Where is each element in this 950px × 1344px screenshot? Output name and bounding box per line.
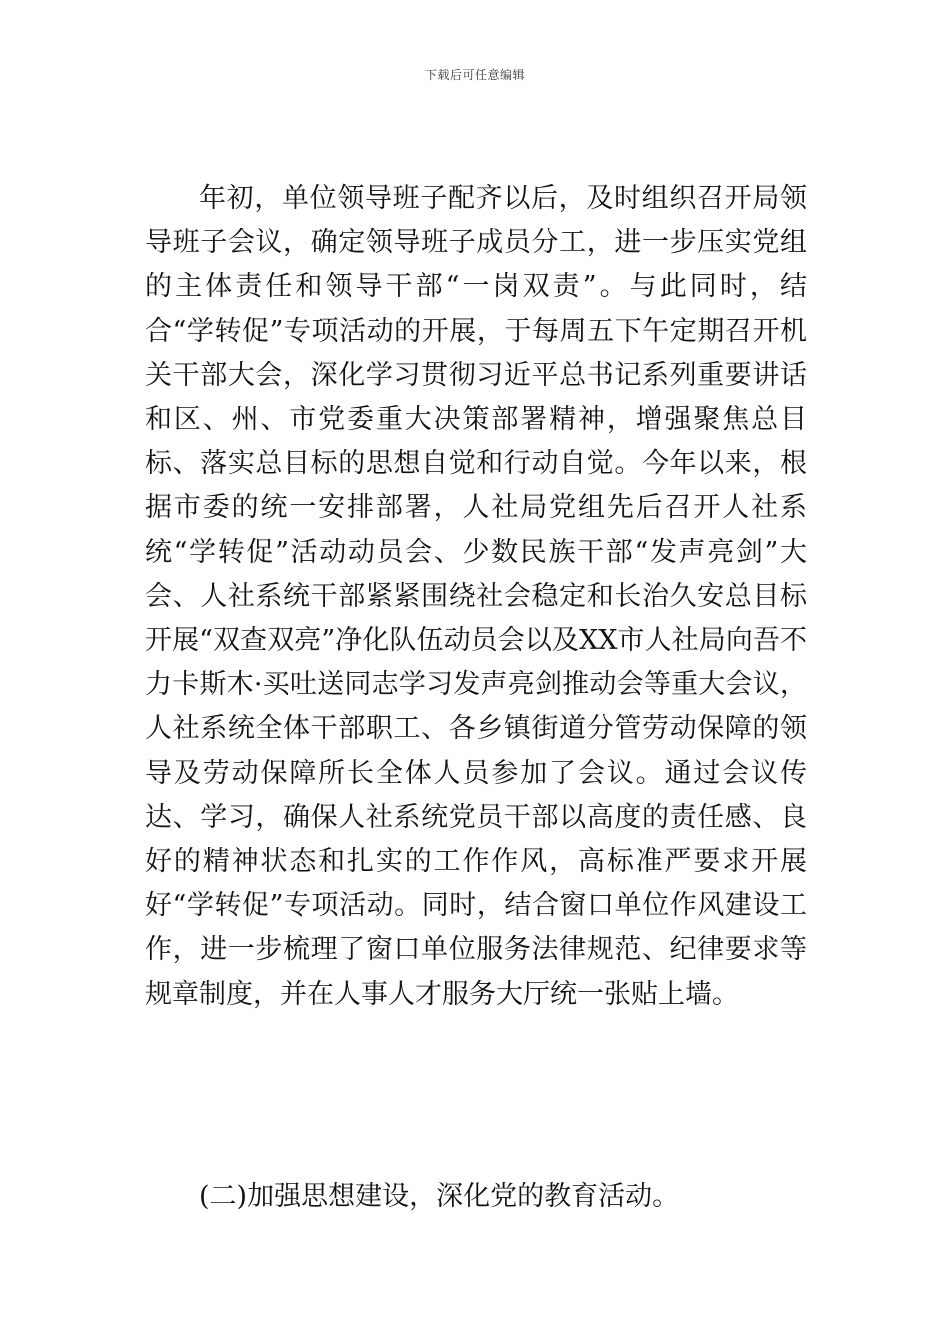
- page-header: 下载后可任意编辑: [424, 68, 525, 82]
- body-paragraph: 年初，单位领导班子配齐以后，及时组织召开局领导班子会议，确定领导班子成员分工，进一步压实党组的主体责任和领导干部“一岗双责”。与此同时，结合“学转促”专项活动的开展，于每周五下午定期召开机关干部大会，深化学习贯彻习近平总书记系列重要讲话和区、州、市党委重大决策部署精神，增强聚焦总目标、落实总目标的思想自觉和行动自觉。今年以来，根据市委的统一安排部署，人社局党组先后召开人社系统“学转促”活动动员会、少数民族干部“发声亮剑”大会、人社系统干部紧紧围绕社会稳定和长治久安总目标开展“双查双亮”净化队伍动员会以及XX市人社局向吾不力卡斯木·买吐送同志学习发声亮剑推动会等重大会议，人社系统全体干部职工、各乡镇街道分管劳动保障的领导及劳动保障所长全体人员参加了会议。通过会议传达、学习，确保人社系统党员干部以高度的责任感、良好的精神状态和扎实的工作作风，高标准严要求开展好“学转促”专项活动。同时，结合窗口单位作风建设工作，进一步梳理了窗口单位服务法律规范、纪律要求等规章制度，并在人事人才服务大厅统一张贴上墙。: [145, 183, 807, 1010]
- section-subheading: (二)加强思想建设，深化党的教育活动。: [199, 1181, 680, 1212]
